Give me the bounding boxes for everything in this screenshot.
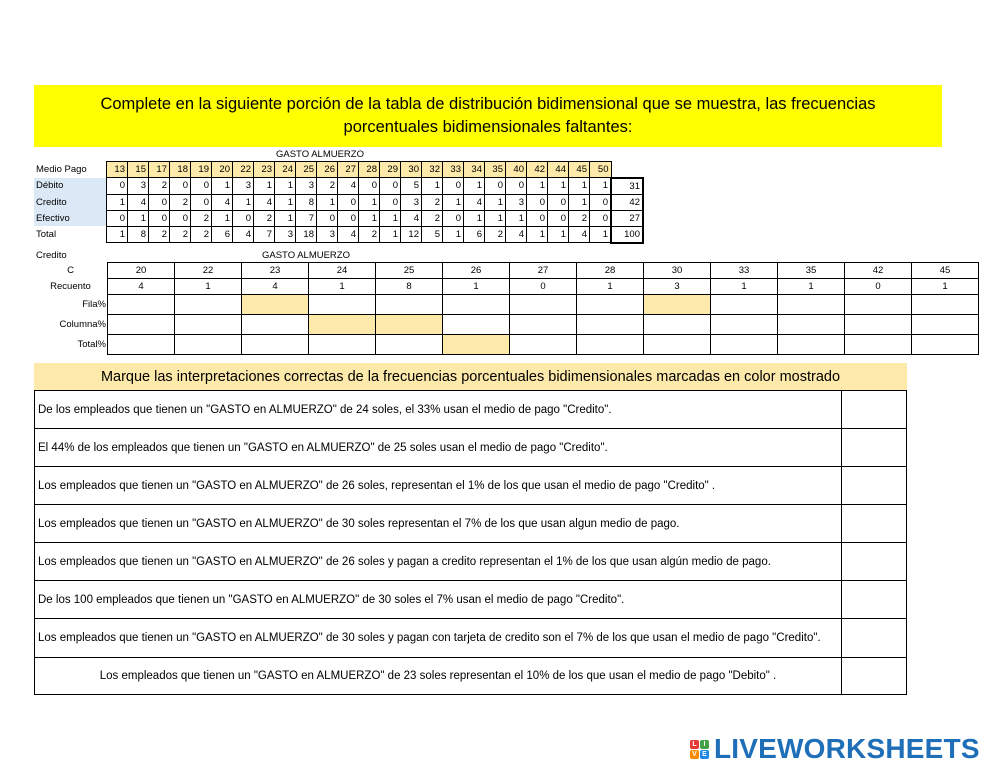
c-value-cell: 30 [644,263,711,279]
c-value-cell: 35 [778,263,845,279]
frequency-cell: 1 [275,178,296,195]
frequency-cell: 1 [422,178,443,195]
statement-row [35,467,907,505]
frequency-cell: 1 [212,210,233,226]
gasto-header-cell: 28 [359,162,380,178]
answer-cell[interactable] [577,295,644,315]
table2-group-label: GASTO ALMUERZO [262,250,350,261]
percent-row [34,335,979,355]
statement-text: Los empleados que tienen un "GASTO en ALMUERZO" de 30 soles y pagan con tarjeta de credito son el 7% de los que usan el medio de pago "Credito". [35,619,842,658]
statement-answer-box[interactable] [842,391,907,429]
c-row [34,263,979,279]
gasto-header-cell: 18 [170,162,191,178]
recuento-cell: 1 [577,279,644,295]
frequency-cell: 1 [128,210,149,226]
statement-answer-box[interactable] [842,543,907,581]
frequency-cell: 0 [317,210,338,226]
statement-answer-box[interactable] [842,581,907,619]
frequency-cell: 1 [590,178,612,195]
frequency-cell: 1 [275,194,296,210]
logo-text: LIVEWORKSHEETS [714,733,980,764]
recuento-cell: 1 [711,279,778,295]
statement-answer-box[interactable] [842,505,907,543]
frequency-cell: 1 [233,194,254,210]
percent-row [34,295,979,315]
frequency-cell: 0 [191,178,212,195]
frequency-cell: 0 [191,194,212,210]
frequency-cell: 1 [107,194,128,210]
frequency-cell: 2 [422,194,443,210]
frequency-cell: 2 [359,226,380,243]
frequency-cell: 2 [569,210,590,226]
gasto-header-cell: 25 [296,162,317,178]
frequency-cell: 0 [149,210,170,226]
answer-cell[interactable] [644,315,711,335]
answer-cell[interactable] [309,295,376,315]
frequency-cell: 1 [506,210,527,226]
answer-cell[interactable] [376,335,443,355]
recuento-cell: 1 [309,279,376,295]
statement-row [35,658,907,695]
gasto-header-cell: 29 [380,162,401,178]
highlighted-answer-cell[interactable] [242,295,309,315]
frequency-cell: 1 [548,226,569,243]
answer-cell[interactable] [845,295,912,315]
frequency-cell: 1 [275,210,296,226]
row-label: Total [36,228,57,240]
gasto-header-cell: 26 [317,162,338,178]
highlighted-answer-cell[interactable] [376,315,443,335]
frequency-cell: 0 [233,210,254,226]
answer-cell[interactable] [443,315,510,335]
instruction-banner [34,85,942,147]
interpretation-table [34,390,907,695]
frequency-cell: 5 [401,178,422,195]
frequency-cell: 1 [485,210,506,226]
gasto-header-cell: 44 [548,162,569,178]
answer-cell[interactable] [510,315,577,335]
answer-cell[interactable] [711,295,778,315]
answer-cell[interactable] [443,295,510,315]
c-value-cell: 42 [845,263,912,279]
gasto-header-cell: 33 [443,162,464,178]
c-label: C [67,265,74,276]
c-value-cell: 20 [108,263,175,279]
row-total-cell: 42 [611,194,643,210]
frequency-cell: 1 [254,178,275,195]
gasto-header-cell: 17 [149,162,170,178]
gasto-header-cell: 13 [107,162,128,178]
frequency-cell: 4 [506,226,527,243]
gasto-header-cell: 23 [254,162,275,178]
statement-text: El 44% de los empleados que tienen un "GASTO en ALMUERZO" de 25 soles usan el medio de pago "Credito". [35,429,842,467]
answer-cell[interactable] [912,315,979,335]
answer-cell[interactable] [175,335,242,355]
gasto-header-cell: 50 [590,162,612,178]
highlighted-answer-cell[interactable] [443,335,510,355]
gasto-header-cell: 30 [401,162,422,178]
liveworksheets-logo [690,733,980,765]
frequency-cell: 7 [296,210,317,226]
frequency-cell: 3 [128,178,149,195]
frequency-cell: 2 [170,226,191,243]
answer-cell[interactable] [510,295,577,315]
answer-cell[interactable] [577,315,644,335]
frequency-cell: 3 [233,178,254,195]
c-value-cell: 24 [309,263,376,279]
answer-cell[interactable] [108,315,175,335]
gasto-header-cell: 34 [464,162,485,178]
frequency-cell: 0 [107,178,128,195]
percent-row-label: Total% [77,339,106,350]
gasto-header-cell: 20 [212,162,233,178]
frequency-cell: 0 [170,178,191,195]
frequency-cell: 2 [149,226,170,243]
answer-cell[interactable] [242,335,309,355]
recuento-row [34,279,979,295]
frequency-cell: 5 [422,226,443,243]
frequency-cell: 0 [527,210,548,226]
frequency-cell: 1 [464,178,485,195]
frequency-cell: 0 [548,194,569,210]
answer-cell[interactable] [175,315,242,335]
frequency-cell: 3 [275,226,296,243]
answer-cell[interactable] [711,315,778,335]
gasto-header-cell: 35 [485,162,506,178]
statement-text: Los empleados que tienen un "GASTO en ALMUERZO" de 26 soles, representan el 1% de los que usan el medio de pago "Credito" . [35,467,842,505]
frequency-cell: 1 [485,194,506,210]
frequency-cell: 4 [254,194,275,210]
frequency-cell: 1 [212,178,233,195]
frequency-cell: 2 [170,194,191,210]
frequency-cell: 1 [548,178,569,195]
highlighted-answer-cell[interactable] [309,315,376,335]
frequency-cell: 1 [443,226,464,243]
statement-answer-box[interactable] [842,429,907,467]
frequency-cell: 1 [590,226,612,243]
frequency-cell: 1 [443,194,464,210]
frequency-cell: 3 [317,226,338,243]
statement-text: Los empleados que tienen un "GASTO en ALMUERZO" de 23 soles representan el 10% de los que usan el medio de pago "Debito" . [35,658,842,695]
frequency-cell: 0 [380,194,401,210]
recuento-cell: 1 [778,279,845,295]
frequency-cell: 0 [107,210,128,226]
frequency-cell: 1 [107,226,128,243]
row-label: Efectivo [34,210,107,226]
frequency-cell: 2 [317,178,338,195]
frequency-cell: 2 [422,210,443,226]
frequency-cell: 1 [317,194,338,210]
answer-cell[interactable] [510,335,577,355]
frequency-cell: 0 [338,194,359,210]
frequency-cell: 0 [443,178,464,195]
answer-cell[interactable] [778,335,845,355]
statement-row [35,505,907,543]
recuento-cell: 3 [644,279,711,295]
frequency-cell: 2 [485,226,506,243]
frequency-cell: 1 [464,210,485,226]
frequency-cell: 0 [149,194,170,210]
frequency-cell: 2 [191,226,212,243]
frequency-cell: 2 [191,210,212,226]
table2-title: Credito [36,250,67,261]
gasto-header-cell: 27 [338,162,359,178]
frequency-cell: 2 [149,178,170,195]
recuento-label: Recuento [50,281,91,292]
row-total-cell: 27 [611,210,643,226]
recuento-cell: 0 [510,279,577,295]
distribution-table [34,161,644,244]
frequency-cell: 0 [506,178,527,195]
frequency-cell: 1 [380,210,401,226]
c-value-cell: 45 [912,263,979,279]
table1-row [34,226,643,243]
answer-cell[interactable] [912,335,979,355]
answer-cell[interactable] [845,335,912,355]
answer-cell[interactable] [644,335,711,355]
frequency-cell: 8 [296,194,317,210]
frequency-cell: 18 [296,226,317,243]
frequency-cell: 0 [527,194,548,210]
answer-cell[interactable] [845,315,912,335]
recuento-cell: 4 [242,279,309,295]
credit-percent-table [34,262,979,355]
answer-cell[interactable] [175,295,242,315]
frequency-cell: 0 [548,210,569,226]
frequency-cell: 0 [590,194,612,210]
statement-answer-box[interactable] [842,467,907,505]
frequency-cell: 0 [359,178,380,195]
frequency-cell: 4 [569,226,590,243]
frequency-cell: 1 [380,226,401,243]
table1-row [34,194,643,210]
frequency-cell: 4 [128,194,149,210]
statement-row [35,581,907,619]
statement-text: Los empleados que tienen un "GASTO en ALMUERZO" de 26 soles y pagan a credito representan el 1% de los que usan algún medio de pago. [35,543,842,581]
gasto-header-cell: 45 [569,162,590,178]
frequency-cell: 0 [338,210,359,226]
frequency-cell: 3 [401,194,422,210]
frequency-cell: 4 [338,226,359,243]
answer-cell[interactable] [912,295,979,315]
recuento-cell: 4 [108,279,175,295]
gasto-header-cell: 42 [527,162,548,178]
answer-cell[interactable] [778,295,845,315]
frequency-cell: 12 [401,226,422,243]
row-label: Credito [34,194,107,210]
table1-row [34,210,643,226]
c-value-cell: 23 [242,263,309,279]
frequency-cell: 0 [590,210,612,226]
frequency-cell: 0 [380,178,401,195]
logo-icon: L I V E [690,740,709,759]
frequency-cell: 0 [485,178,506,195]
answer-cell[interactable] [309,335,376,355]
frequency-cell: 3 [296,178,317,195]
row-total-cell: 100 [611,226,643,243]
answer-cell[interactable] [376,295,443,315]
corner-label: Medio Pago [36,164,87,175]
c-value-cell: 26 [443,263,510,279]
statement-answer-box[interactable] [842,619,907,658]
frequency-cell: 1 [569,194,590,210]
interpret-heading [34,363,907,390]
c-value-cell: 22 [175,263,242,279]
answer-cell[interactable] [108,295,175,315]
recuento-cell: 1 [443,279,510,295]
gasto-header-cell: 19 [191,162,212,178]
percent-row [34,315,979,335]
empty-cell [611,162,643,178]
row-label: Débito [34,178,107,195]
frequency-cell: 0 [170,210,191,226]
c-value-cell: 25 [376,263,443,279]
frequency-cell: 1 [569,178,590,195]
gasto-header-cell: 15 [128,162,149,178]
percent-row-label: Columna% [59,319,106,330]
interpret-heading-text: Marque las interpretaciones correctas de la frecuencias porcentuales bidimensionales marcadas en color mostrado [100,368,841,385]
frequency-cell: 7 [254,226,275,243]
answer-cell[interactable] [778,315,845,335]
statement-row [35,543,907,581]
instruction-text: Complete en la siguiente porción de la tabla de distribución bidimensional que se muestra, las frecuencias porcentuales bidimensionales faltantes: [100,95,876,136]
table1-group-label: GASTO ALMUERZO [276,149,364,160]
answer-cell[interactable] [108,335,175,355]
frequency-cell: 8 [128,226,149,243]
recuento-cell: 8 [376,279,443,295]
recuento-cell: 0 [845,279,912,295]
frequency-cell: 1 [359,210,380,226]
statement-row [35,429,907,467]
table1-row [34,178,643,195]
frequency-cell: 1 [527,178,548,195]
percent-row-label: Fila% [82,299,106,310]
frequency-cell: 1 [527,226,548,243]
c-value-cell: 28 [577,263,644,279]
gasto-header-cell: 24 [275,162,296,178]
statement-row [35,391,907,429]
frequency-cell: 4 [212,194,233,210]
c-value-cell: 33 [711,263,778,279]
frequency-cell: 2 [254,210,275,226]
gasto-header-cell: 40 [506,162,527,178]
frequency-cell: 3 [506,194,527,210]
frequency-cell: 4 [233,226,254,243]
frequency-cell: 6 [212,226,233,243]
frequency-cell: 0 [443,210,464,226]
table1-header-row [34,162,643,178]
statement-text: De los 100 empleados que tienen un "GASTO en ALMUERZO" de 30 soles el 7% usan el medio de pago "Credito". [35,581,842,619]
statement-row [35,619,907,658]
statement-answer-box[interactable] [842,658,907,695]
highlighted-answer-cell[interactable] [644,295,711,315]
gasto-header-cell: 32 [422,162,443,178]
row-total-cell: 31 [611,178,643,195]
frequency-cell: 6 [464,226,485,243]
gasto-header-cell: 22 [233,162,254,178]
answer-cell[interactable] [711,335,778,355]
recuento-cell: 1 [175,279,242,295]
statement-text: De los empleados que tienen un "GASTO en ALMUERZO" de 24 soles, el 33% usan el medio de pago "Credito". [35,391,842,429]
statement-text: Los empleados que tienen un "GASTO en ALMUERZO" de 30 soles representan el 7% de los que usan algun medio de pago. [35,505,842,543]
frequency-cell: 1 [359,194,380,210]
answer-cell[interactable] [242,315,309,335]
frequency-cell: 4 [401,210,422,226]
c-value-cell: 27 [510,263,577,279]
frequency-cell: 4 [464,194,485,210]
recuento-cell: 1 [912,279,979,295]
frequency-cell: 4 [338,178,359,195]
answer-cell[interactable] [577,335,644,355]
